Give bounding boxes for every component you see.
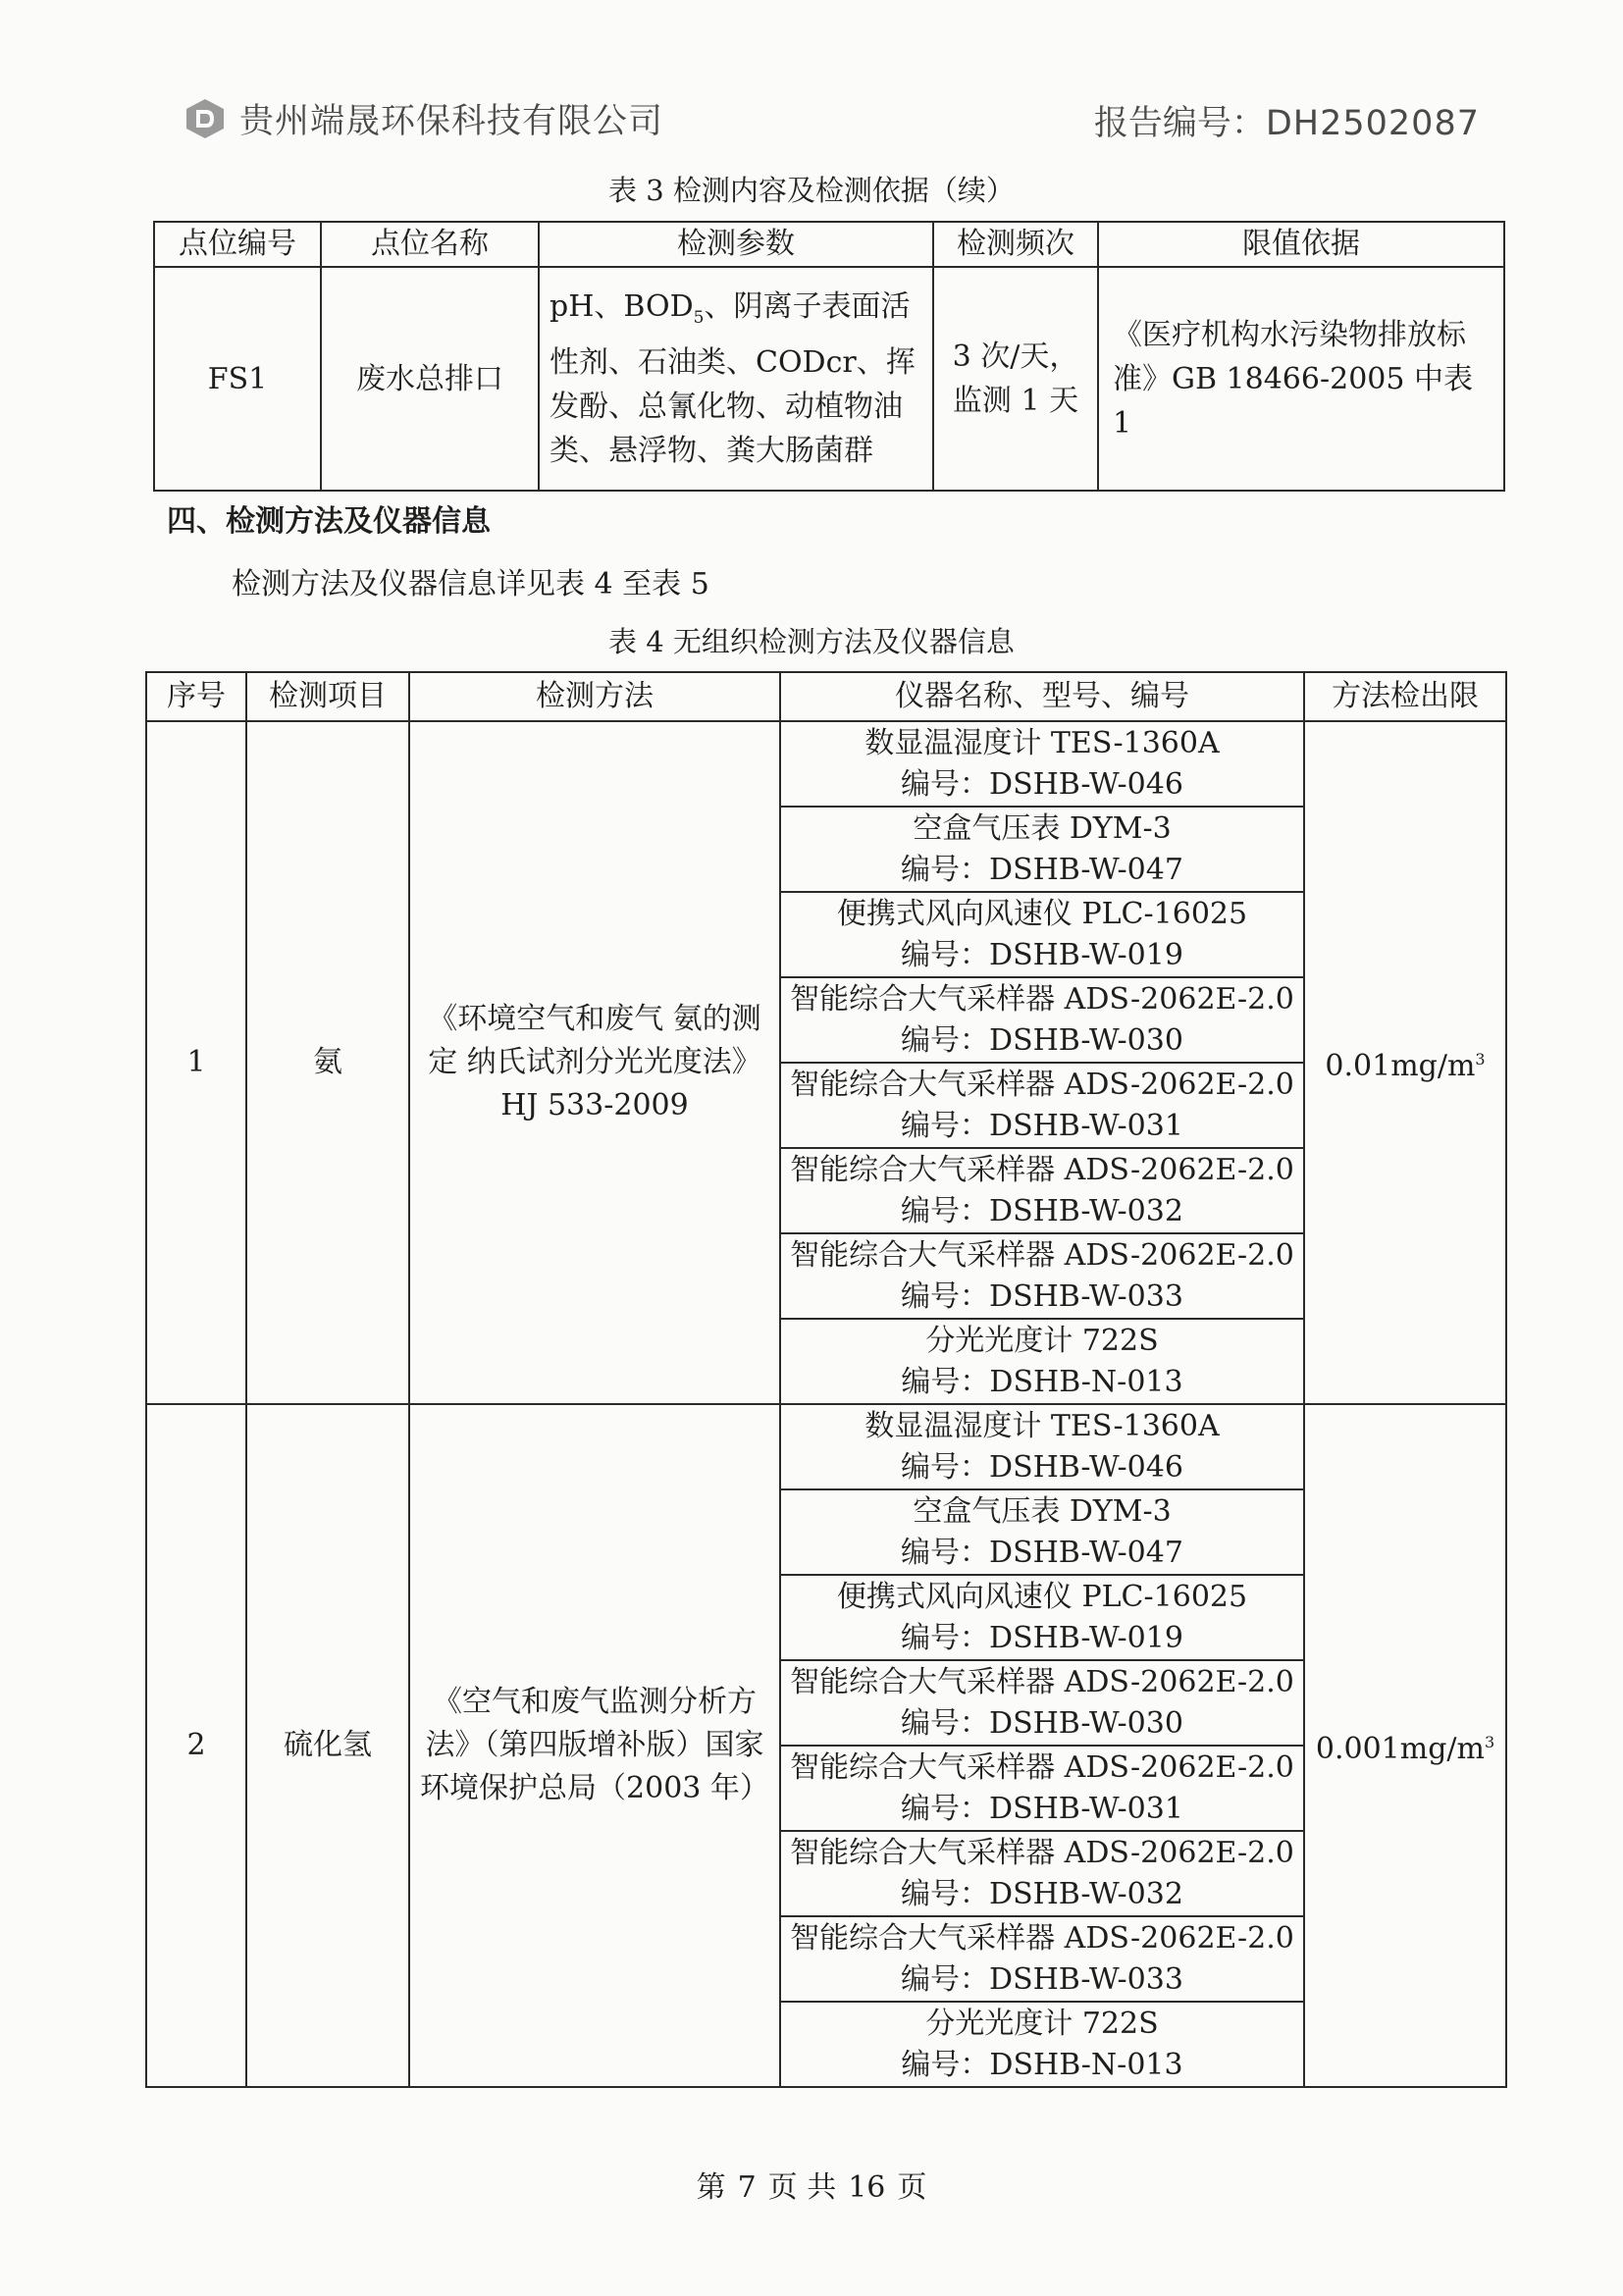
- instrument-code: 编号：DSHB-W-033: [901, 1278, 1183, 1314]
- point-name: 废水总排口: [321, 267, 539, 491]
- instrument-name: 便携式风向风速仪 PLC-16025: [836, 896, 1248, 931]
- detection-limit-value: 0.01mg/m: [1325, 1048, 1476, 1083]
- instrument-cell: [780, 1319, 1304, 1404]
- table3-header-cell: 检测参数: [539, 222, 933, 267]
- instrument-name: 智能综合大气采样器 ADS-2062E-2.0: [790, 1152, 1294, 1187]
- detection-limit: [1304, 721, 1506, 1404]
- report-number-label: 报告编号：: [1093, 104, 1266, 143]
- total-pages: 16: [848, 2170, 886, 2205]
- instrument-cell: [780, 1660, 1304, 1746]
- table-row: [146, 1404, 1506, 1489]
- table4-caption: 表 4 无组织检测方法及仪器信息: [608, 625, 1015, 658]
- table4-header-cell: 方法检出限: [1304, 672, 1506, 721]
- detection-limit-value: 0.001mg/m: [1315, 1731, 1485, 1766]
- table4-header-cell: 序号: [146, 672, 246, 721]
- test-method: 《空气和废气监测分析方法》（第四版增补版）国家环境保护总局（2003 年）: [409, 1404, 780, 2087]
- table4: [145, 671, 1507, 2088]
- table3-caption: 表 3 检测内容及检测依据（续）: [608, 174, 1015, 207]
- instrument-cell: [780, 1489, 1304, 1575]
- instrument-cell: [780, 1404, 1304, 1489]
- footer-suffix: 页: [897, 2170, 927, 2205]
- instrument-name: 分光光度计 722S: [925, 2006, 1159, 2041]
- instrument-code: 编号：DSHB-W-031: [901, 1108, 1183, 1143]
- instrument-code: 编号：DSHB-N-013: [901, 1364, 1183, 1399]
- table3-header-cell: 点位名称: [321, 222, 539, 267]
- table4-header-row: [146, 672, 1506, 721]
- instrument-code: 编号：DSHB-W-046: [901, 766, 1183, 802]
- table4-header-cell: 仪器名称、型号、编号: [780, 672, 1304, 721]
- instrument-cell: [780, 977, 1304, 1063]
- company-header: [183, 94, 663, 143]
- instrument-code: 编号：DSHB-W-030: [901, 1705, 1183, 1741]
- section-title: 四、检测方法及仪器信息: [167, 504, 491, 539]
- instrument-cell: [780, 1831, 1304, 1916]
- instrument-code: 编号：DSHB-W-031: [901, 1791, 1183, 1826]
- instrument-cell: [780, 721, 1304, 807]
- item-number: 1: [146, 721, 246, 1404]
- table4-header-cell: 检测项目: [246, 672, 409, 721]
- instrument-cell: [780, 1233, 1304, 1319]
- page-number: 7: [737, 2170, 757, 2205]
- params-part-a: pH、BOD: [550, 289, 694, 324]
- instrument-cell: [780, 1916, 1304, 2002]
- instrument-cell: [780, 807, 1304, 892]
- detection-limit: [1304, 1404, 1506, 2087]
- instrument-name: 智能综合大气采样器 ADS-2062E-2.0: [790, 1835, 1294, 1870]
- params-part-b: 、阴离子表面活性剂、石油类、CODcr、挥发酚、总氰化物、动植物油类、悬浮物、粪大肠菌群: [550, 289, 916, 468]
- instrument-name: 分光光度计 722S: [925, 1323, 1159, 1358]
- instrument-name: 智能综合大气采样器 ADS-2062E-2.0: [790, 1664, 1294, 1699]
- table3-header-cell: 限值依据: [1098, 222, 1504, 267]
- instrument-name: 智能综合大气采样器 ADS-2062E-2.0: [790, 1920, 1294, 1956]
- detection-limit-unit-exp: 3: [1475, 1049, 1486, 1069]
- instrument-code: 编号：DSHB-W-047: [901, 852, 1183, 887]
- instrument-name: 智能综合大气采样器 ADS-2062E-2.0: [790, 1749, 1294, 1785]
- company-name: 贵州端晟环保科技有限公司: [239, 102, 664, 141]
- test-params: [539, 267, 933, 491]
- instrument-code: 编号：DSHB-W-032: [901, 1876, 1183, 1911]
- instrument-name: 空盒气压表 DYM-3: [913, 810, 1172, 846]
- test-method: 《环境空气和废气 氨的测定 纳氏试剂分光光度法》HJ 533-2009: [409, 721, 780, 1404]
- instrument-code: 编号：DSHB-W-033: [901, 1961, 1183, 1997]
- report-number-value: DH2502087: [1265, 104, 1480, 143]
- instrument-name: 智能综合大气采样器 ADS-2062E-2.0: [790, 981, 1294, 1017]
- instrument-code: 编号：DSHB-N-013: [901, 2047, 1183, 2082]
- instrument-cell: [780, 1148, 1304, 1233]
- instrument-code: 编号：DSHB-W-019: [901, 1620, 1183, 1655]
- section-text: 检测方法及仪器信息详见表 4 至表 5: [232, 567, 709, 601]
- instrument-cell: [780, 1063, 1304, 1148]
- table3-header-cell: 检测频次: [933, 222, 1098, 267]
- instrument-code: 编号：DSHB-W-047: [901, 1535, 1183, 1570]
- test-item: 硫化氢: [246, 1404, 409, 2087]
- instrument-cell: [780, 892, 1304, 977]
- footer-middle: 页 共: [767, 2170, 837, 2205]
- instrument-name: 数显温湿度计 TES-1360A: [864, 725, 1220, 760]
- instrument-name: 空盒气压表 DYM-3: [913, 1493, 1172, 1529]
- test-item: 氨: [246, 721, 409, 1404]
- table3: [153, 221, 1505, 492]
- instrument-name: 智能综合大气采样器 ADS-2062E-2.0: [790, 1237, 1294, 1273]
- table4-header-cell: 检测方法: [409, 672, 780, 721]
- table3-header-cell: 点位编号: [154, 222, 321, 267]
- instrument-name: 数显温湿度计 TES-1360A: [864, 1408, 1220, 1443]
- instrument-cell: [780, 2002, 1304, 2087]
- instrument-cell: [780, 1746, 1304, 1831]
- instrument-code: 编号：DSHB-W-046: [901, 1449, 1183, 1485]
- item-number: 2: [146, 1404, 246, 2087]
- instrument-name: 智能综合大气采样器 ADS-2062E-2.0: [790, 1067, 1294, 1102]
- limit-basis: 《医疗机构水污染物排放标准》GB 18466-2005 中表 1: [1098, 267, 1504, 491]
- company-logo-icon: [183, 97, 228, 140]
- report-number: [1094, 96, 1480, 145]
- instrument-code: 编号：DSHB-W-032: [901, 1193, 1183, 1228]
- instrument-code: 编号：DSHB-W-030: [901, 1022, 1183, 1058]
- instrument-name: 便携式风向风速仪 PLC-16025: [836, 1579, 1248, 1614]
- instrument-code: 编号：DSHB-W-019: [901, 937, 1183, 972]
- table3-header-row: [154, 222, 1504, 267]
- table-row: [146, 721, 1506, 807]
- test-frequency: 3 次/天，监测 1 天: [933, 267, 1098, 491]
- params-subscript: 5: [693, 308, 705, 328]
- instrument-cell: [780, 1575, 1304, 1660]
- page-footer: [0, 2163, 1623, 2206]
- detection-limit-unit-exp: 3: [1484, 1732, 1495, 1751]
- table3-row: [154, 267, 1504, 491]
- point-id: FS1: [154, 267, 321, 491]
- footer-prefix: 第: [696, 2170, 726, 2205]
